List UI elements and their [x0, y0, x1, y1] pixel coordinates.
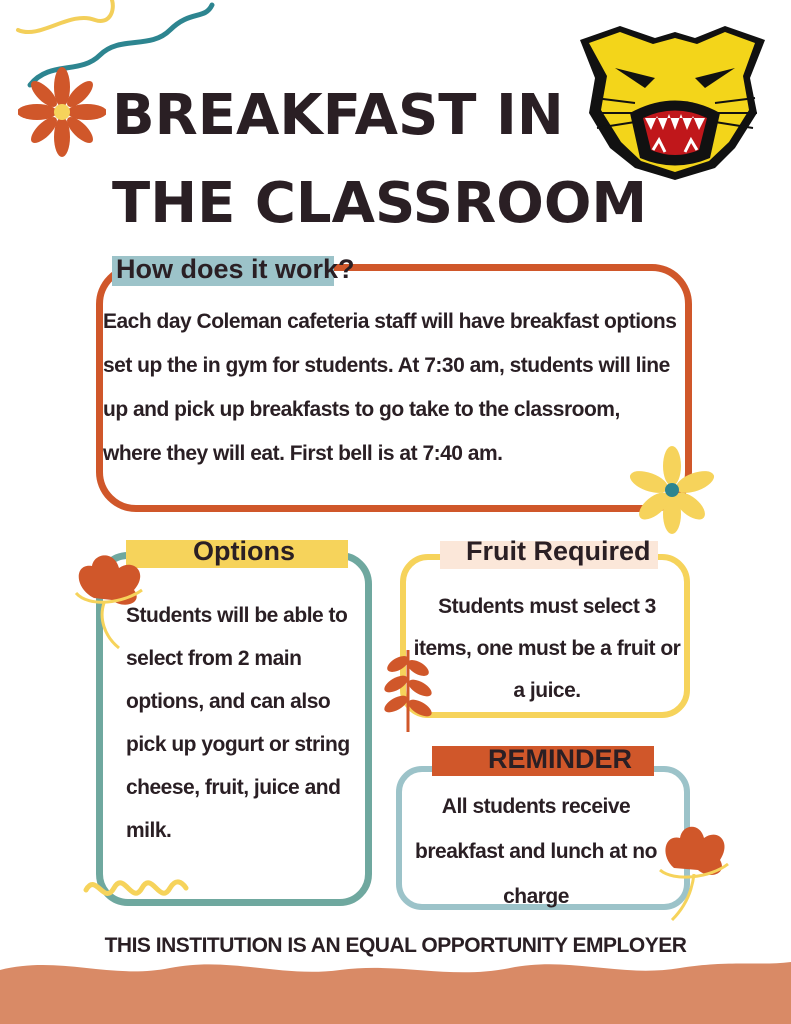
orange-flower-icon [64, 548, 154, 658]
yellow-flower-icon [628, 444, 716, 536]
bottom-wave-decoration [0, 950, 791, 1024]
options-heading: Options [193, 536, 295, 566]
panther-mascot-logo [575, 18, 770, 183]
page-title-line1: BREAKFAST IN [112, 83, 564, 148]
leaf-icon [380, 644, 436, 734]
reminder-text: All students receive breakfast and lunch at no charge [415, 795, 657, 908]
reminder-heading: REMINDER [488, 744, 633, 774]
fruit-text: Students must select 3 items, one must be a fruit or a juice. [413, 595, 681, 702]
squiggle-decoration [82, 868, 192, 908]
options-text: Students will be able to select from 2 main options, and can also pick up yogurt or string cheese, fruit, juice and milk. [126, 604, 350, 842]
page-title-line2: THE CLASSROOM [112, 171, 648, 236]
fruit-heading: Fruit Required [466, 536, 651, 566]
orange-flower-icon [18, 66, 106, 158]
orange-flower-icon [654, 820, 734, 924]
footer-text: THIS INSTITUTION IS AN EQUAL OPPORTUNITY EMPLOYER [104, 934, 687, 957]
how-text: Each day Coleman cafeteria staff will have breakfast options set up the in gym for students. At 7:30 am, students will line up and pick up breakfasts to go take to the classroom, where they will eat. First bell is at 7:40 am. [103, 310, 677, 465]
how-heading: How does it work? [116, 254, 355, 284]
